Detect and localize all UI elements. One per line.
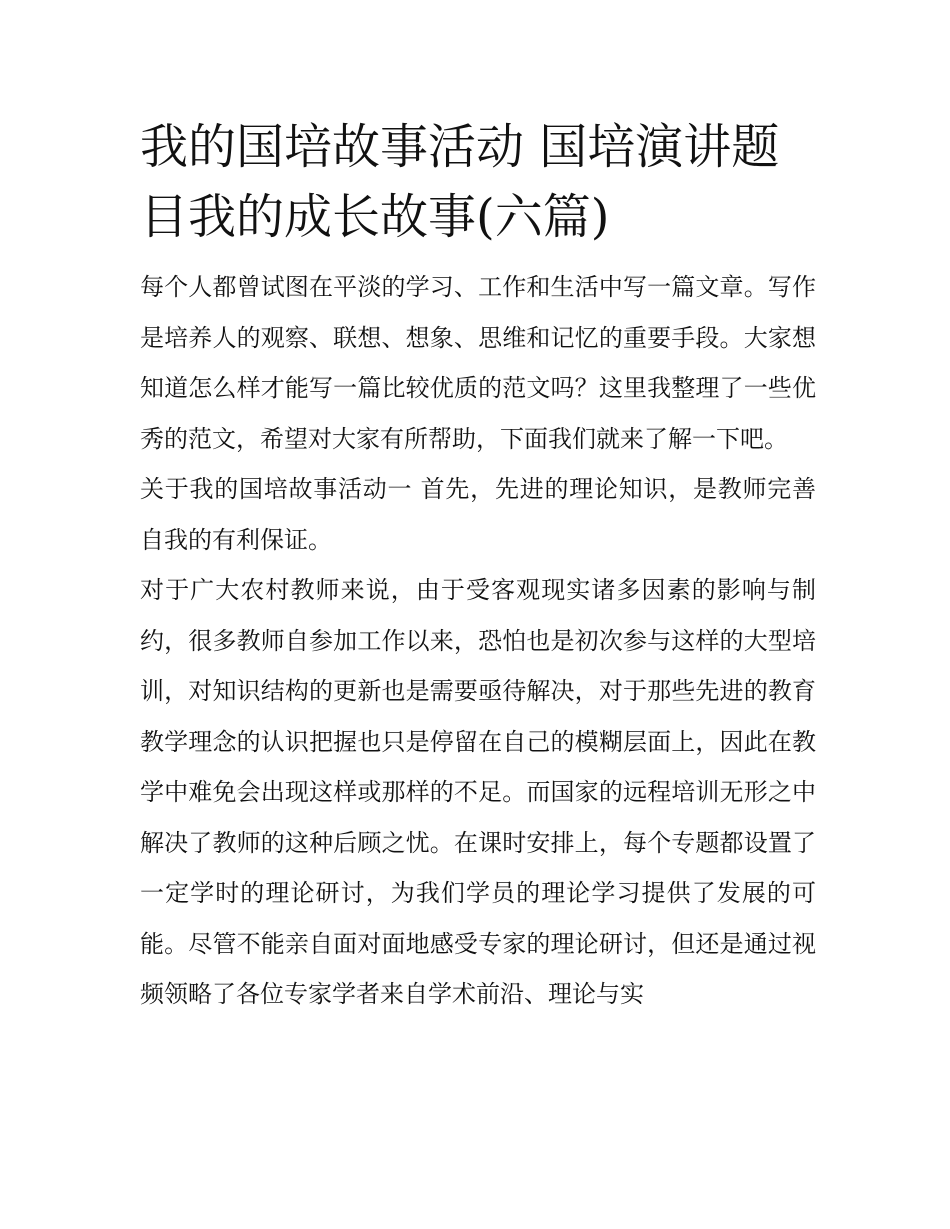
paragraph-section-one-heading: 关于我的国培故事活动一 首先，先进的理论知识，是教师完善自我的有利保证。 [140,475,816,554]
paragraph-section-one-body: 对于广大农村教师来说，由于受客观现实诸多因素的影响与制约，很多教师自参加工作以来，恐怕也是初次参与这样的大型培训，对知识结构的更新也是需要亟待解决，对于那些先进的教育教学理念的认识把握也只是停留在自己的模糊层面上，因此在教学中难免会出现这样或那样的不足。而国家的远程培训无形之中解决了教师的这种后顾之忧。在课时安排上，每个专题都设置了一定学时的理论研讨，为我们学员的理论学习提供了发展的可能。尽管不能亲自面对面地感受专家的理论研讨，但还是通过视频领略了各位专家学者来自学术前沿、理论与实 [140,576,816,1008]
document-title: 我的国培故事活动 国培演讲题目我的成长故事(六篇) [140,119,780,245]
document-body [140,112,816,1020]
paragraph-intro: 每个人都曾试图在平淡的学习、工作和生活中写一篇文章。写作是培养人的观察、联想、想象、思维和记忆的重要手段。大家想知道怎么样才能写一篇比较优质的范文吗？这里我整理了一些优秀的范文，希望对大家有所帮助，下面我们就来了解一下吧。 [140,273,816,453]
